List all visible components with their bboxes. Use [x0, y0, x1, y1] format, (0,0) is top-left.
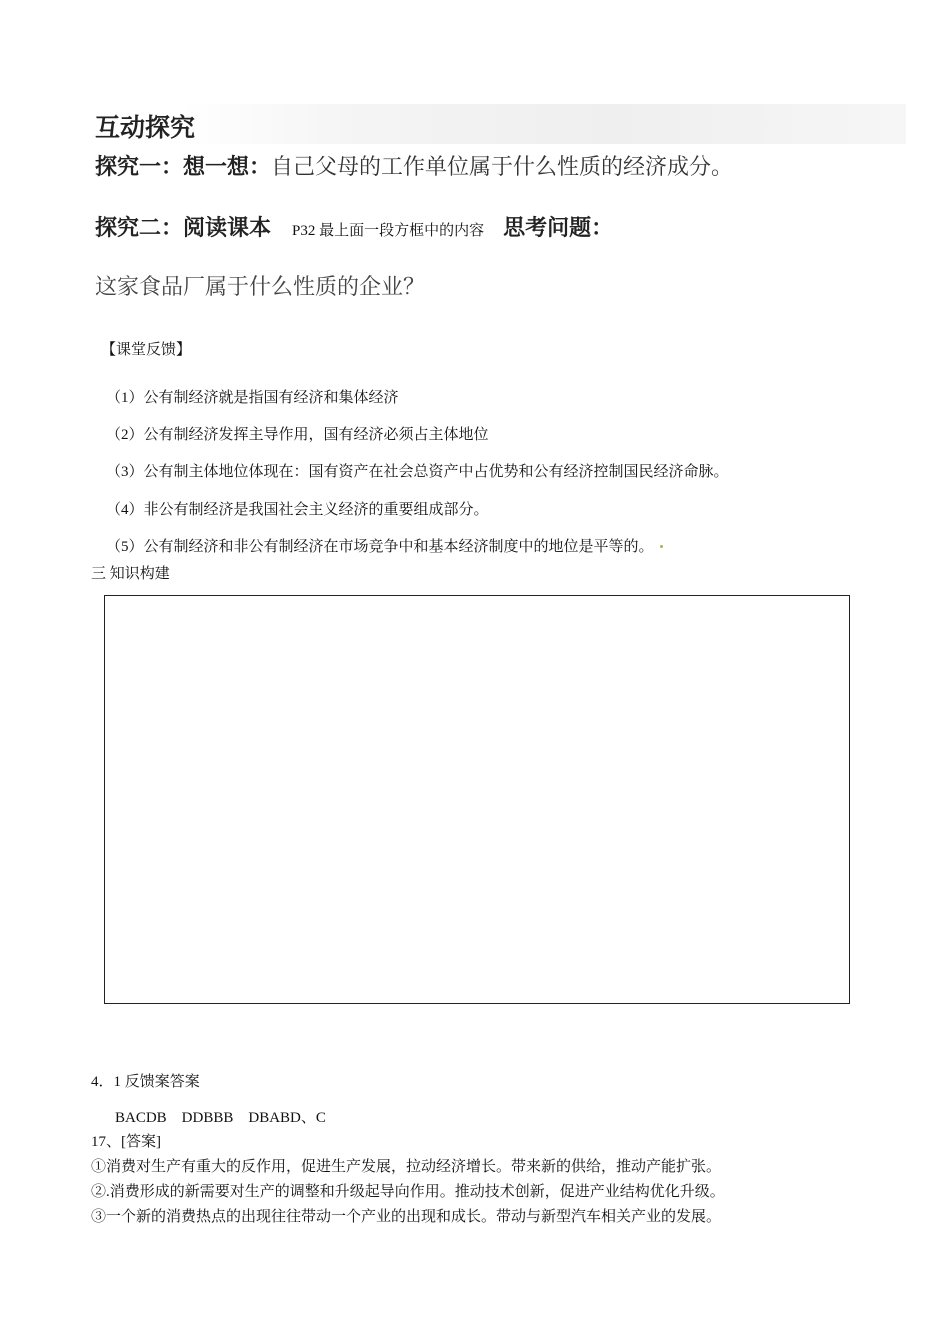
- explore-one-text: 自己父母的工作单位属于什么性质的经济成分。: [271, 155, 734, 180]
- explore-two: [95, 211, 613, 242]
- answer-line: ①消费对生产有重大的反作用，促进生产发展，拉动经济增长。带来新的供给，推动产能扩张。: [91, 1159, 722, 1175]
- feedback-statement-row: [106, 535, 663, 556]
- explore-question: 这家食品厂属于什么性质的企业？: [95, 275, 426, 300]
- feedback-statement: （1）公有制经济就是指国有经济和集体经济: [106, 390, 399, 406]
- question-17-title: 17、[答案]: [91, 1134, 161, 1150]
- answer-codes: BACDB DDBBB DBABD、C: [115, 1110, 326, 1126]
- explore-one: [95, 150, 733, 181]
- feedback-statement: （2）公有制经济发挥主导作用，国有经济必须占主体地位: [106, 427, 489, 443]
- feedback-statement: （5）公有制经济和非公有制经济在市场竞争中和基本经济制度中的地位是平等的。: [106, 539, 654, 555]
- knowledge-title: 三 知识构建: [91, 566, 170, 582]
- answer-line: ②.消费形成的新需要对生产的调整和升级起导向作用。推动技术创新，促进产业结构优化升级。: [91, 1184, 725, 1200]
- feedback-statement: （4）非公有制经济是我国社会主义经济的重要组成部分。: [106, 502, 489, 518]
- explore-one-label: 探究一：想一想：: [95, 155, 272, 180]
- explore-two-label: 探究二：阅读课本: [95, 216, 272, 241]
- feedback-statement: （3）公有制主体地位体现在：国有资产在社会总资产中占优势和公有经济控制国民经济命脉。: [106, 464, 729, 480]
- feedback-title: 【课堂反馈】: [101, 342, 192, 358]
- knowledge-build-box: [104, 595, 850, 1004]
- answer-line: ③一个新的消费热点的出现往往带动一个产业的出现和成长。带动与新型汽车相关产业的发展。: [91, 1209, 722, 1225]
- decorative-dot: [660, 545, 663, 548]
- heading-background-strip: [180, 104, 906, 144]
- explore-two-prompt: 思考问题：: [503, 216, 614, 241]
- explore-two-reference: P32 最上面一段方框中的内容: [292, 223, 485, 239]
- section-heading: 互动探究: [95, 113, 196, 142]
- answers-title: 4．1 反馈案答案: [91, 1074, 200, 1090]
